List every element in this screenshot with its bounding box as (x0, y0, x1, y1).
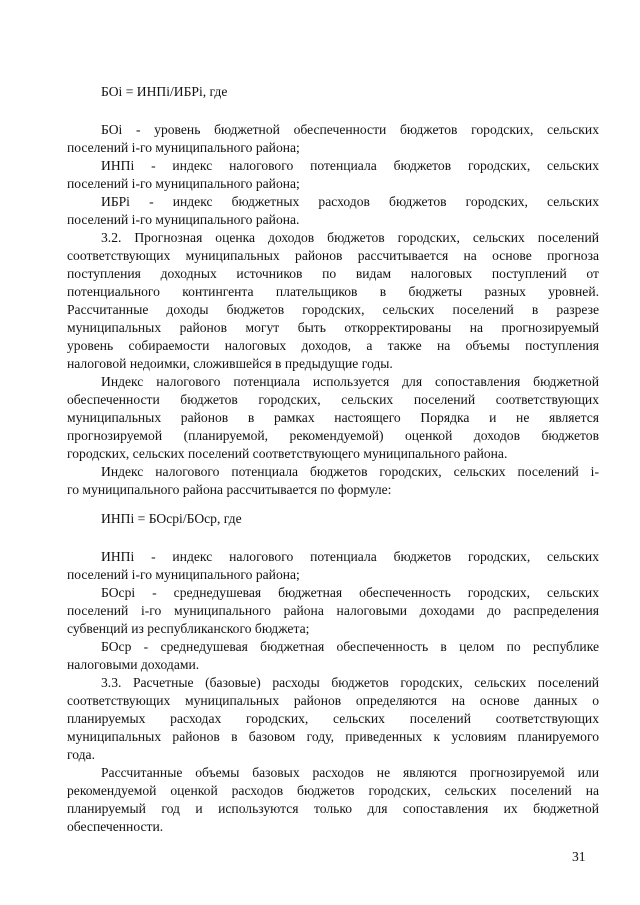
definition-bosri-line: поселений i-го муниципального района налоговыми доходами до распределения (67, 603, 599, 618)
paragraph-final-line: Рассчитанные объемы базовых расходов не являются прогнозируемой или (101, 765, 599, 780)
paragraph-index-line: Индекс налогового потенциала используется для сопоставления бюджетной (101, 374, 599, 389)
paragraph-3-3-line: планируемых расходах городских, сельских поселений соответствующих (67, 711, 599, 726)
paragraph-3-2-line: муниципальных районов могут быть откорректированы на прогнозируемый (67, 320, 599, 335)
definition-inp-line: ИНПi - индекс налогового потенциала бюджетов городских, сельских (101, 549, 599, 564)
definition-bo-line: БОi - уровень бюджетной обеспеченности бюджетов городских, сельских (101, 122, 599, 137)
paragraph-final-line: планируемый год и используются только для сопоставления их бюджетной (67, 801, 599, 816)
paragraph-calc-line: го муниципального района рассчитывается по формуле: (67, 482, 392, 497)
paragraph-final-line: обеспеченности. (67, 819, 164, 834)
formula-inp: ИНПi = БОсрi/БОср, где (101, 511, 242, 526)
paragraph-3-3-line: муниципальных районов в базовом году, приведенных к условиям планируемого (67, 729, 599, 744)
definition-inp-line: поселений i-го муниципального района; (67, 567, 300, 582)
paragraph-3-2-line: соответствующих муниципальных районов рассчитывается на основе прогноза (67, 248, 599, 263)
definition-bosri-line: БОсрi - среднедушевая бюджетная обеспеченность городских, сельских (101, 585, 599, 600)
definition-inp-line: поселений i-го муниципального района; (67, 176, 300, 191)
paragraph-index-line: городских, сельских поселений соответствующего муниципального района. (67, 446, 508, 461)
definition-ibr-line: поселений i-го муниципального района. (67, 212, 300, 227)
paragraph-index-line: муниципальных районов в рамках настоящего Порядка и не является (67, 410, 599, 425)
paragraph-3-3-line: соответствующих муниципальных районов определяются на основе данных о (67, 693, 599, 708)
paragraph-final-line: рекомендуемой оценкой расходов бюджетов городских, сельских поселений на (67, 783, 599, 798)
definition-bo-line: поселений i-го муниципального района; (67, 140, 300, 155)
paragraph-index-line: обеспеченности бюджетов городских, сельских поселений соответствующих (67, 392, 599, 407)
paragraph-index-line: прогнозируемой (планируемой, рекомендуемой) оценкой доходов бюджетов (67, 428, 599, 443)
paragraph-3-2-line: поступления доходных источников по видам налоговых поступлений от (67, 266, 599, 281)
paragraph-3-3-line: года. (67, 747, 95, 762)
paragraph-3-2-line: Рассчитанные доходы бюджетов городских, сельских поселений в разрезе (67, 302, 599, 317)
paragraph-3-2-line: 3.2. Прогнозная оценка доходов бюджетов городских, сельских поселений (101, 230, 599, 245)
paragraph-3-2-line: налоговой недоимки, сложившейся в предыдущие годы. (67, 356, 393, 371)
definition-ibr-line: ИБРi - индекс бюджетных расходов бюджетов городских, сельских (101, 194, 599, 209)
paragraph-3-2-line: потенциального контингента плательщиков в бюджеты разных уровней. (67, 284, 599, 299)
definition-inp-line: ИНПi - индекс налогового потенциала бюджетов городских, сельских (101, 158, 599, 173)
definition-bosr-line: налоговыми доходами. (67, 657, 200, 672)
definition-bosri-line: субвенций из республиканского бюджета; (67, 621, 310, 636)
paragraph-calc-line: Индекс налогового потенциала бюджетов городских, сельских поселений i- (101, 464, 599, 479)
paragraph-3-2-line: уровень собираемости налоговых доходов, а также на объемы поступления (67, 338, 599, 353)
definition-bosr-line: БОср - среднедушевая бюджетная обеспеченность в целом по республике (101, 639, 599, 654)
paragraph-3-3-line: 3.3. Расчетные (базовые) расходы бюджетов городских, сельских поселений (101, 675, 599, 690)
formula-bo: БОi = ИНПi/ИБРi, где (101, 84, 228, 99)
page-number: 31 (572, 849, 586, 864)
